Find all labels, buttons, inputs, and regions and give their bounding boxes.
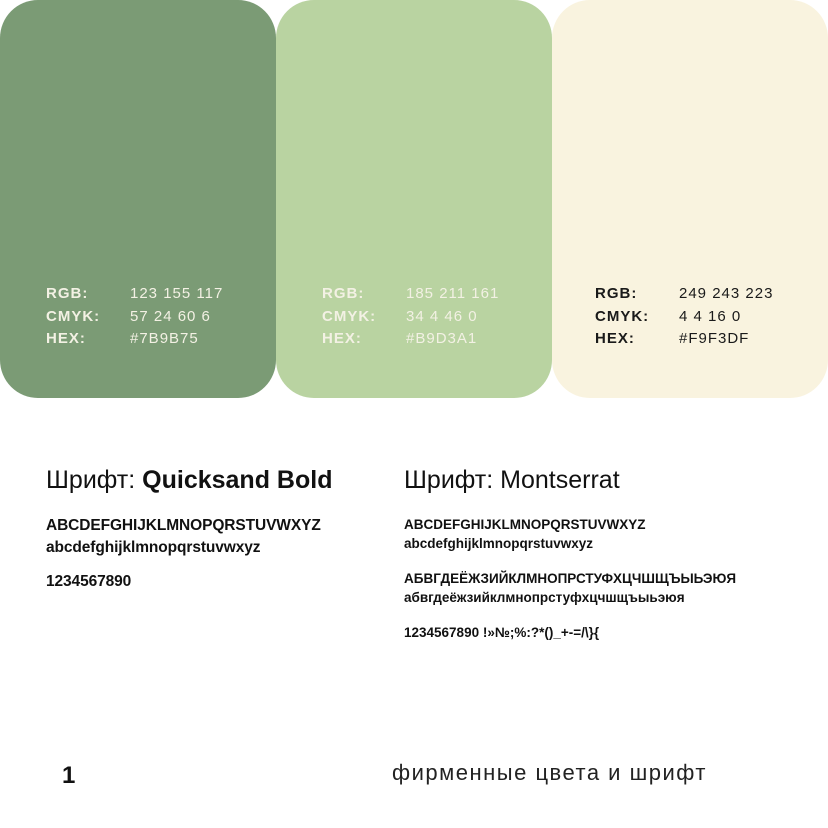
digits-sample: 1234567890	[46, 573, 132, 590]
font-specimen-montserrat	[404, 466, 824, 642]
font-title	[404, 466, 824, 495]
color-swatch-dark-green	[0, 0, 276, 398]
cyrillic-uppercase-sample: АБВГДЕЁЖЗИЙКЛМНОПРСТУФХЦЧШЩЪЫЬЭЮЯ	[404, 571, 737, 586]
font-title	[46, 466, 376, 495]
rgb-value: 123 155 117	[130, 285, 224, 302]
rgb-label: RGB:	[46, 285, 89, 302]
cmyk-value: 57 24 60 6	[130, 307, 211, 325]
uppercase-sample: ABCDEFGHIJKLMNOPQRSTUVWXYZ	[404, 517, 646, 532]
color-swatch-cream	[552, 0, 828, 398]
font-title-name: Quicksand Bold	[142, 466, 333, 494]
font-title-prefix: Шрифт:	[46, 466, 143, 494]
cmyk-value: 4 4 16 0	[679, 307, 742, 325]
cmyk-label: CMYK:	[322, 307, 377, 325]
rgb-label: RGB:	[322, 285, 365, 302]
digits-symbols-sample: 1234567890 !»№;%:?*()_+-=/\}{	[404, 625, 600, 640]
cmyk-label: CMYK:	[46, 307, 101, 325]
rgb-value: 185 211 161	[406, 285, 500, 302]
hex-value: #B9D3A1	[406, 330, 478, 347]
color-spec	[322, 283, 499, 351]
uppercase-sample: ABCDEFGHIJKLMNOPQRSTUVWXYZ	[46, 517, 321, 534]
cmyk-value: 34 4 46 0	[406, 307, 478, 325]
cmyk-label: CMYK:	[595, 307, 650, 325]
hex-value: #7B9B75	[130, 330, 199, 347]
hex-label: HEX:	[46, 330, 86, 347]
color-swatch-light-green	[276, 0, 552, 398]
font-title-name: Montserrat	[500, 466, 620, 494]
color-spec	[46, 283, 223, 351]
lowercase-sample: abcdefghijklmnopqrstuvwxyz	[46, 539, 261, 556]
lowercase-sample: abcdefghijklmnopqrstuvwxyz	[404, 536, 594, 551]
color-spec	[595, 283, 773, 351]
page-number: 1	[62, 762, 76, 789]
hex-label: HEX:	[595, 330, 635, 347]
hex-value: #F9F3DF	[679, 330, 750, 347]
cyrillic-lowercase-sample: абвгдеёжзийклмнопрстуфхцчшщъыьэюя	[404, 590, 685, 605]
hex-label: HEX:	[322, 330, 362, 347]
font-specimen-quicksand	[46, 466, 376, 593]
rgb-value: 249 243 223	[679, 285, 774, 302]
rgb-label: RGB:	[595, 285, 638, 302]
footer-caption: фирменные цвета и шрифт	[392, 760, 707, 785]
font-title-prefix: Шрифт:	[404, 466, 501, 494]
